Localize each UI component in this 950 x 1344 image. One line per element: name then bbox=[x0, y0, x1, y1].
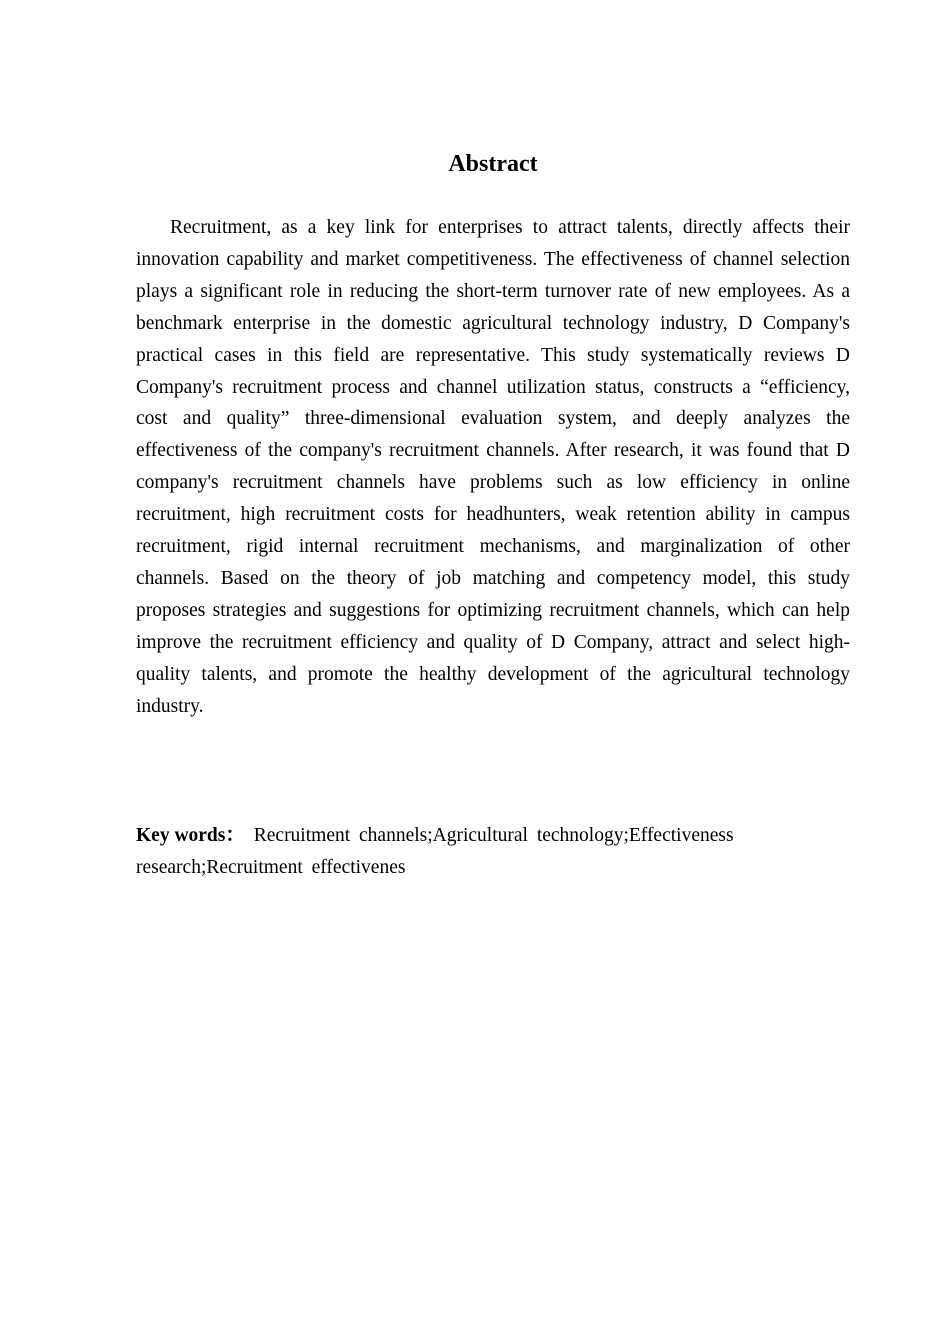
keywords-line bbox=[136, 820, 850, 884]
keywords-values: Recruitment channels;Agricultural technology;Effectiveness research;Recruitment effectivenes bbox=[136, 825, 734, 878]
abstract-title: Abstract bbox=[448, 151, 538, 177]
keywords-label: Key words： bbox=[136, 825, 245, 846]
abstract-body: Recruitment, as a key link for enterprises to attract talents, directly affects their innovation capability and market competitiveness. The effectiveness of channel selection plays a significant role in reducing the short-term turnover rate of new employees. As a benchmark enterprise in the domestic agricultural technology industry, D Company's practical cases in this field are representative. This study systematically reviews D Company's recruitment process and channel utilization status, constructs a “efficiency, cost and quality” three-dimensional evaluation system, and deeply analyzes the effectiveness of the company's recruitment channels. After research, it was found that D company's recruitment channels have problems such as low efficiency in online recruitment, high recruitment costs for headhunters, weak retention ability in campus recruitment, rigid internal recruitment mechanisms, and marginalization of other channels. Based on the theory of job matching and competency model, this study proposes strategies and suggestions for optimizing recruitment channels, which can help improve the recruitment efficiency and quality of D Company, attract and select high-quality talents, and promote the healthy development of the agricultural technology industry. bbox=[136, 217, 850, 717]
